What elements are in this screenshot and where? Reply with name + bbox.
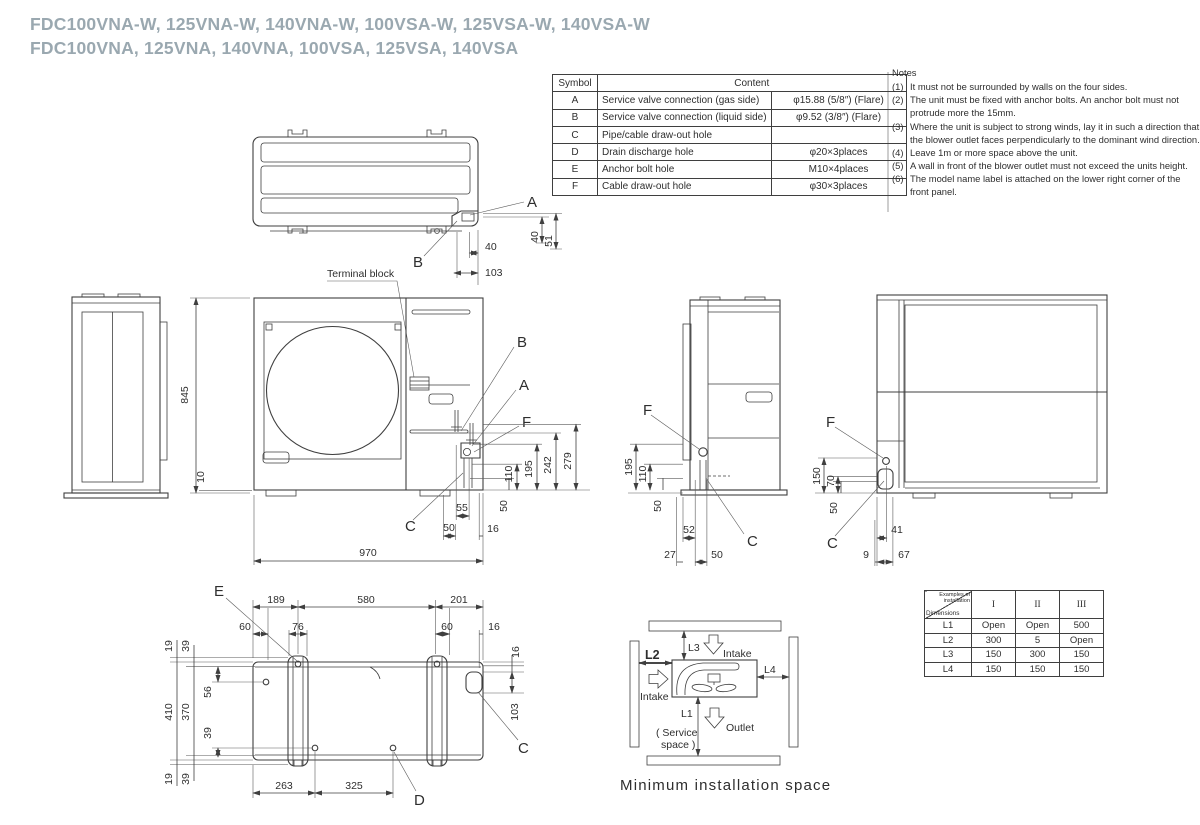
fan-grille — [264, 322, 401, 459]
rear-dim-70: 70 — [825, 475, 837, 487]
front-dim-970: 970 — [359, 547, 377, 559]
side-base — [64, 493, 168, 498]
model-title-line2: FDC100VNA, 125VNA, 140VNA, 100VSA, 125VSA, 140VSA — [30, 38, 519, 59]
rear-label-f: F — [826, 414, 836, 431]
rear-label-c: C — [827, 535, 838, 552]
top-label-a: A — [527, 194, 538, 211]
rear-view — [811, 295, 1107, 566]
top-tab-left — [288, 130, 307, 137]
top-dim-103: 103 — [485, 267, 503, 279]
table-row: E Anchor bolt hole M10×4places — [553, 161, 907, 178]
intake-top-arrow-icon — [704, 635, 723, 654]
col-header-3: III — [1060, 591, 1104, 619]
mid-dim-110: 110 — [637, 465, 649, 483]
mid-dim-52: 52 — [683, 524, 695, 536]
dim-l3: L3 — [688, 642, 700, 654]
installation-space-caption: Minimum installation space — [620, 777, 832, 794]
mid-cable-hole-f — [699, 448, 707, 456]
bottom-cutout-c — [466, 672, 482, 693]
bottom-dim-39t: 39 — [180, 640, 192, 652]
bottom-dim-325: 325 — [345, 780, 363, 792]
wall-bottom — [647, 756, 780, 765]
bottom-dim-56: 56 — [202, 686, 214, 698]
rear-dim-9: 9 — [863, 549, 869, 561]
cable-hole-f — [463, 448, 470, 455]
bottom-dim-189: 189 — [267, 594, 285, 606]
foot-bracket-left — [288, 656, 308, 766]
mid-side-view — [623, 297, 787, 566]
note-item: (2) The unit must be fixed with anchor bolts. An anchor bolt must not protrude more the 15mm. — [892, 94, 1179, 119]
installation-dimensions-table — [924, 590, 1104, 677]
bottom-dim-60a: 60 — [239, 621, 251, 633]
wall-top — [649, 621, 781, 631]
rear-grid — [905, 305, 1097, 482]
service-space-line1: ( Service — [656, 727, 698, 739]
table-row: L3 150 300 150 — [925, 648, 1104, 663]
dim-l2: L2 — [645, 648, 660, 662]
dim-l4: L4 — [764, 664, 776, 676]
table-row: A Service valve connection (gas side) φ15.88 (5/8″) (Flare) — [553, 92, 907, 109]
bottom-dim-60b: 60 — [441, 621, 453, 633]
intake-top-label: Intake — [723, 648, 752, 660]
front-view — [254, 298, 590, 565]
outlet-label: Outlet — [726, 722, 755, 734]
height-dims — [179, 298, 252, 493]
bottom-dim-370: 370 — [180, 703, 192, 721]
mid-dim-27: 27 — [664, 549, 676, 561]
outlet-arrow-icon — [705, 708, 724, 728]
drain-hole-3 — [390, 745, 396, 751]
front-dim-110: 110 — [503, 465, 515, 483]
front-dim-279: 279 — [562, 452, 574, 470]
front-dim-845: 845 — [179, 386, 191, 404]
top-dim-40v: 40 — [529, 231, 541, 243]
mid-dim-50: 50 — [652, 500, 664, 512]
corner-cell: Examples of installation Dimensions — [926, 592, 970, 617]
front-dim-195: 195 — [523, 460, 535, 478]
note-item: (6) The model name label is attached on the lower right corner of the front panel. — [892, 173, 1181, 198]
terminal-block-label: Terminal block — [327, 268, 395, 280]
rear-cutout-c — [878, 469, 893, 489]
front-dim-10: 10 — [195, 471, 207, 483]
table-row: C Pipe/cable draw-out hole — [553, 126, 907, 143]
mid-dim-50b: 50 — [711, 549, 723, 561]
bottom-view — [163, 583, 529, 809]
front-dim-16: 16 — [487, 523, 499, 535]
mid-label-c: C — [747, 533, 758, 550]
notes-block — [892, 66, 1200, 199]
foot-bracket-right — [427, 656, 447, 766]
intake-left-arrow-icon — [649, 670, 668, 688]
fan-blade-right — [716, 683, 737, 692]
rear-dim-41: 41 — [891, 524, 903, 536]
bottom-label-c: C — [518, 740, 529, 757]
symbol-content-table — [552, 74, 907, 196]
note-item: (1) It must not be surrounded by walls on the four sides. — [892, 81, 1128, 93]
bottom-dim-16a: 16 — [488, 621, 500, 633]
top-label-b: B — [413, 254, 424, 271]
bottom-dim-201: 201 — [450, 594, 468, 606]
bottom-dim-103: 103 — [509, 703, 521, 721]
installation-space-diagram — [620, 621, 831, 794]
header-symbol: Symbol — [553, 75, 598, 92]
bottom-dim-580: 580 — [357, 594, 375, 606]
intake-left-label: Intake — [640, 691, 669, 703]
left-side-view — [64, 294, 168, 498]
col-header-2: II — [1016, 591, 1060, 619]
side-fin-strip — [160, 322, 167, 460]
mid-dim-195: 195 — [623, 458, 635, 476]
bottom-dim-263: 263 — [275, 780, 293, 792]
table-row: B Service valve connection (liquid side) φ9.52 (3/8″) (Flare) — [553, 109, 907, 126]
col-header-1: I — [972, 591, 1016, 619]
drain-hole-2 — [312, 745, 318, 751]
table-row: L4 150 150 150 — [925, 662, 1104, 677]
header-content: Content — [598, 75, 907, 92]
table-header-row — [553, 75, 907, 92]
front-dim-50v: 50 — [498, 500, 510, 512]
front-label-a: A — [519, 377, 530, 394]
rear-dim-50: 50 — [828, 502, 840, 514]
valve-stubs — [451, 410, 477, 445]
bottom-dim-19b: 19 — [163, 773, 175, 785]
note-item: (4) Leave 1m or more space above the unit. — [892, 146, 1078, 158]
service-space-line2: space ) — [661, 739, 696, 751]
drain-hole-1 — [263, 679, 269, 685]
front-label-b: B — [517, 334, 528, 351]
fan-circle — [267, 327, 399, 455]
table-header-row — [925, 591, 1104, 619]
bottom-dim-16r: 16 — [510, 646, 522, 658]
front-dim-55: 55 — [456, 502, 468, 514]
bottom-label-e: E — [214, 583, 225, 600]
table-row: L2 300 5 Open — [925, 633, 1104, 648]
top-tab-right — [427, 130, 446, 137]
top-view — [253, 130, 562, 377]
wall-right — [789, 637, 798, 747]
rear-dim-150: 150 — [811, 467, 823, 485]
front-dim-242: 242 — [542, 456, 554, 474]
front-label-f: F — [522, 414, 532, 431]
mid-label-f: F — [643, 402, 653, 419]
table-row: F Cable draw-out hole φ30×3places — [553, 178, 907, 195]
note-item: (3) Where the unit is subject to strong winds, lay it in such a direction that the blower outlet faces perpendicularly to the dominant wind direction. — [892, 120, 1200, 145]
bottom-dim-39m: 39 — [202, 727, 214, 739]
bottom-dim-19t: 19 — [163, 640, 175, 652]
note-item: (5) A wall in front of the blower outlet must not exceed the units height. — [892, 160, 1188, 172]
table-row: L1 Open Open 500 — [925, 619, 1104, 634]
model-title-line1: FDC100VNA-W, 125VNA-W, 140VNA-W, 100VSA-W, 125VSA-W, 140VSA-W — [30, 14, 651, 34]
wall-left — [630, 641, 639, 747]
front-label-c: C — [405, 518, 416, 535]
mid-base — [681, 490, 787, 495]
bottom-dim-410: 410 — [163, 703, 175, 721]
front-dim-50h: 50 — [443, 522, 455, 534]
notes-title: Notes — [892, 67, 917, 78]
handle — [429, 394, 453, 404]
bottom-dim-76: 76 — [292, 621, 304, 633]
top-dim-40h: 40 — [485, 241, 497, 253]
table-row: D Drain discharge hole φ20×3places — [553, 144, 907, 161]
rear-cable-hole-f — [883, 458, 890, 465]
rear-dim-67: 67 — [898, 549, 910, 561]
fan-motor — [708, 674, 720, 682]
dim-l1: L1 — [681, 708, 693, 720]
bottom-label-d: D — [414, 792, 425, 809]
fan-blade-left — [692, 683, 713, 692]
top-dim-51: 51 — [543, 235, 555, 247]
bottom-dim-39b: 39 — [180, 773, 192, 785]
